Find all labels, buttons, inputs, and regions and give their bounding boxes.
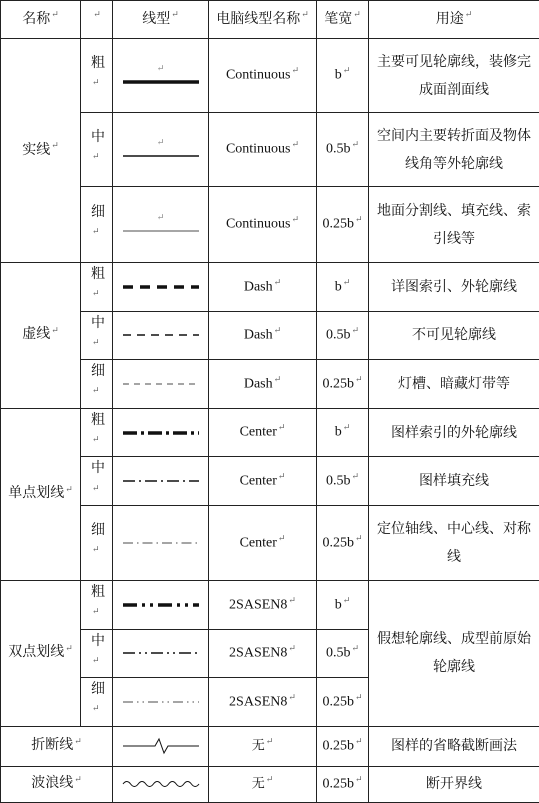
line-sample	[121, 280, 201, 294]
line-sample-cell	[113, 311, 209, 360]
line-sample-cell	[113, 726, 209, 766]
pen-width-cell: b↵	[317, 263, 369, 312]
line-sample-cell	[113, 678, 209, 727]
line-sample-cell	[113, 629, 209, 678]
table-row	[1, 263, 539, 312]
computer-name-cell: Continuous↵	[209, 187, 317, 263]
weight-cell: 粗↵	[81, 408, 113, 457]
pen-width-cell: 0.25b↵	[317, 360, 369, 409]
table-row	[1, 311, 539, 360]
weight-cell: 粗↵	[81, 263, 113, 312]
category-cell: 波浪线↵	[1, 766, 113, 802]
line-sample-cell	[113, 360, 209, 409]
header-usage: 用途↵	[369, 1, 539, 39]
header-name: 名称↵	[1, 1, 81, 39]
line-sample-cell	[113, 408, 209, 457]
table-row	[1, 360, 539, 409]
computer-name-cell: Center↵	[209, 408, 317, 457]
header-computer-name: 电脑线型名称↵	[209, 1, 317, 39]
pen-width-cell: b↵	[317, 39, 369, 113]
header-weight: ↵	[81, 1, 113, 39]
usage-cell: 不可见轮廓线	[369, 311, 539, 360]
line-sample	[121, 536, 201, 550]
weight-cell: 细↵	[81, 678, 113, 727]
weight-cell: 粗↵	[81, 580, 113, 629]
category-cell: 实线↵	[1, 39, 81, 263]
usage-cell: 图样索引的外轮廓线	[369, 408, 539, 457]
line-sample	[121, 328, 201, 342]
pen-width-cell: 0.25b↵	[317, 766, 369, 802]
line-sample	[121, 474, 201, 488]
pen-width-cell: 0.25b↵	[317, 505, 369, 580]
category-cell: 折断线↵	[1, 726, 113, 766]
pen-width-cell: 0.5b↵	[317, 457, 369, 506]
usage-cell: 空间内主要转折面及物体线角等外轮廓线	[369, 113, 539, 187]
usage-cell: 灯槽、暗藏灯带等	[369, 360, 539, 409]
pen-width-cell: b↵	[317, 580, 369, 629]
line-sample-cell	[113, 505, 209, 580]
weight-cell: 细↵	[81, 505, 113, 580]
line-sample-cell: ↵	[113, 113, 209, 187]
pen-width-cell: 0.25b↵	[317, 678, 369, 727]
line-sample	[121, 695, 201, 709]
computer-name-cell: 2SASEN8↵	[209, 678, 317, 727]
pen-width-cell: 0.5b↵	[317, 113, 369, 187]
usage-cell: 详图索引、外轮廓线	[369, 263, 539, 312]
line-sample	[121, 774, 201, 794]
pen-width-cell: 0.5b↵	[317, 311, 369, 360]
line-sample	[121, 377, 201, 391]
line-sample	[121, 598, 201, 612]
line-sample	[121, 224, 201, 238]
category-cell: 虚线↵	[1, 263, 81, 409]
table-row	[1, 766, 539, 802]
category-cell: 单点划线↵	[1, 408, 81, 580]
table-row	[1, 113, 539, 187]
computer-name-cell: Dash↵	[209, 360, 317, 409]
table-row	[1, 39, 539, 113]
computer-name-cell: Dash↵	[209, 311, 317, 360]
line-sample	[121, 75, 201, 89]
line-sample-cell: ↵	[113, 187, 209, 263]
header-line-type: 线型↵	[113, 1, 209, 39]
usage-cell: 断开界线	[369, 766, 539, 802]
computer-name-cell: Center↵	[209, 457, 317, 506]
weight-cell: 中↵	[81, 311, 113, 360]
computer-name-cell: Center↵	[209, 505, 317, 580]
line-sample-cell	[113, 457, 209, 506]
table-row	[1, 580, 539, 629]
pen-width-cell: 0.25b↵	[317, 187, 369, 263]
computer-name-cell: 2SASEN8↵	[209, 629, 317, 678]
table-row	[1, 187, 539, 263]
weight-cell: 中↵	[81, 457, 113, 506]
computer-name-cell: Continuous↵	[209, 113, 317, 187]
usage-cell: 定位轴线、中心线、对称线	[369, 505, 539, 580]
line-sample	[121, 736, 201, 756]
header-row	[1, 1, 539, 39]
line-sample	[121, 646, 201, 660]
table-row	[1, 726, 539, 766]
weight-cell: 粗↵	[81, 39, 113, 113]
line-sample	[121, 149, 201, 163]
computer-name-cell: Continuous↵	[209, 39, 317, 113]
category-cell: 双点划线↵	[1, 580, 81, 726]
usage-cell: 图样填充线	[369, 457, 539, 506]
line-sample-cell	[113, 766, 209, 802]
line-sample	[121, 426, 201, 440]
line-stroke	[123, 782, 199, 787]
usage-cell: 假想轮廓线、成型前原始轮廓线	[369, 580, 539, 726]
table-row	[1, 457, 539, 506]
weight-cell: 中↵	[81, 629, 113, 678]
weight-cell: 细↵	[81, 187, 113, 263]
header-pen-width: 笔宽↵	[317, 1, 369, 39]
weight-cell: 中↵	[81, 113, 113, 187]
usage-cell: 地面分割线、填充线、索引线等	[369, 187, 539, 263]
computer-name-cell: 2SASEN8↵	[209, 580, 317, 629]
table-row	[1, 505, 539, 580]
pen-width-cell: 0.5b↵	[317, 629, 369, 678]
weight-cell: 细↵	[81, 360, 113, 409]
line-sample-cell: ↵	[113, 39, 209, 113]
line-sample-cell	[113, 580, 209, 629]
usage-cell: 主要可见轮廓线，装修完成面剖面线	[369, 39, 539, 113]
line-sample-cell	[113, 263, 209, 312]
line-stroke	[123, 739, 199, 753]
computer-name-cell: 无↵	[209, 726, 317, 766]
pen-width-cell: b↵	[317, 408, 369, 457]
pen-width-cell: 0.25b↵	[317, 726, 369, 766]
table-row	[1, 408, 539, 457]
computer-name-cell: 无↵	[209, 766, 317, 802]
computer-name-cell: Dash↵	[209, 263, 317, 312]
usage-cell: 图样的省略截断画法	[369, 726, 539, 766]
